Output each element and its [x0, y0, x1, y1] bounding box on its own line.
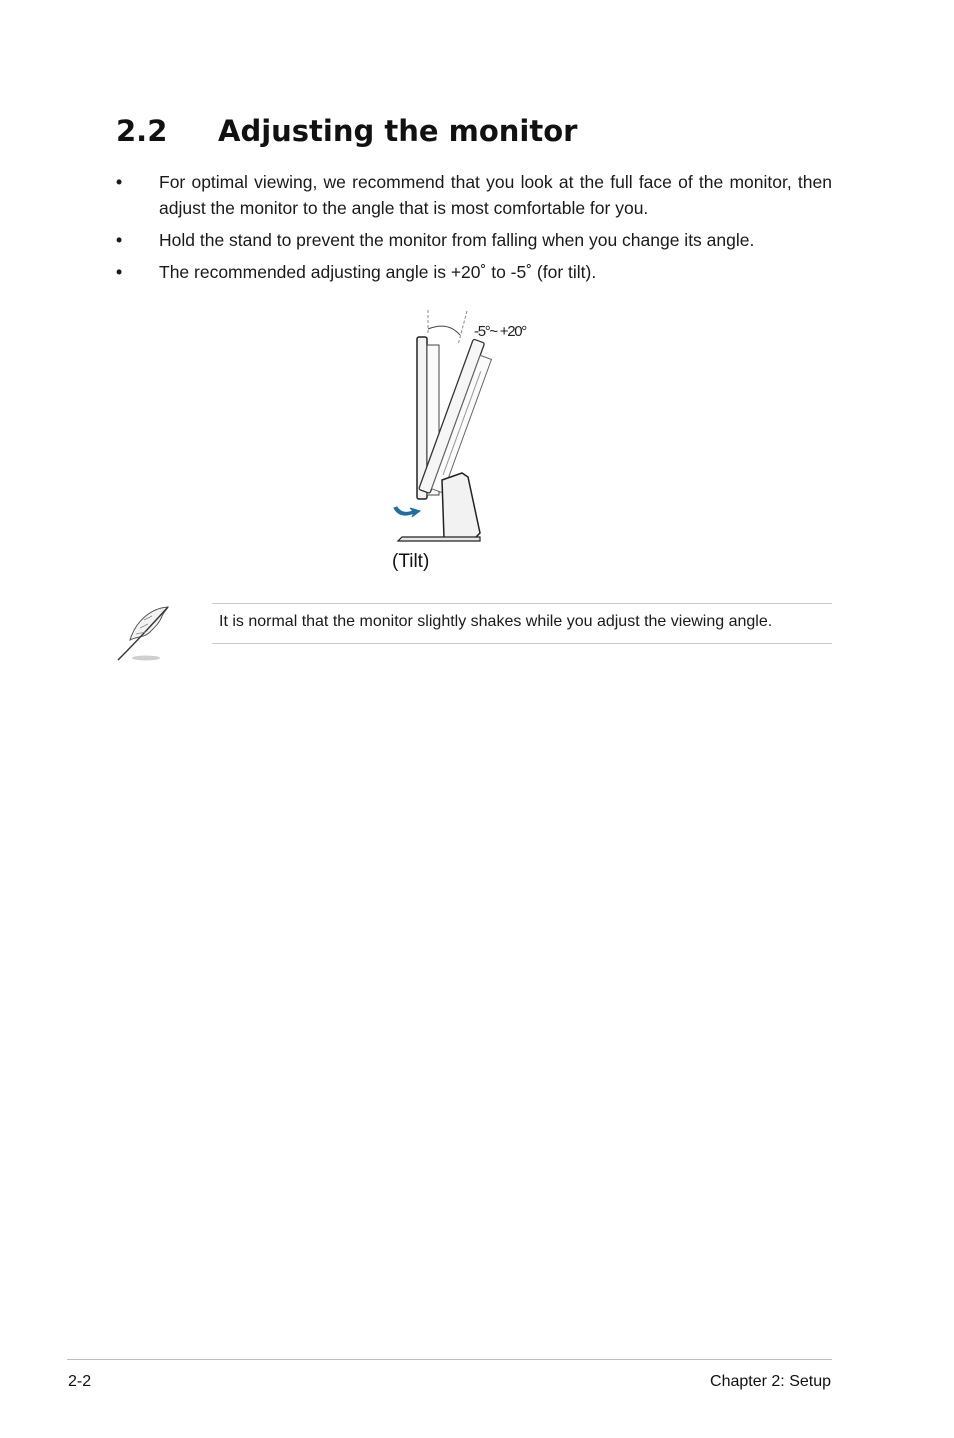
section-number: 2.2	[116, 114, 168, 148]
chapter-title: Chapter 2: Setup	[710, 1373, 831, 1390]
feather-icon	[112, 602, 174, 664]
bullet-list	[116, 169, 832, 291]
section-title: Adjusting the monitor	[218, 114, 578, 148]
bullet-icon: •	[116, 262, 123, 282]
monitor-tilt-illustration	[380, 305, 580, 550]
note-divider-bottom	[212, 643, 832, 644]
page-title	[116, 114, 836, 148]
list-item: • The recommended adjusting angle is +20˚ to -5˚ (for tilt).	[116, 259, 832, 285]
bullet-icon: •	[116, 230, 123, 250]
page-number: 2-2	[68, 1373, 92, 1390]
figure-caption: (Tilt)	[392, 551, 430, 572]
list-item: • Hold the stand to prevent the monitor from falling when you change its angle.	[116, 227, 832, 253]
bullet-icon: •	[116, 172, 123, 192]
tilt-angle-label: -5°~ +20°	[474, 323, 527, 340]
tilt-arrow-icon	[394, 507, 420, 517]
note-text: It is normal that the monitor slightly shakes while you adjust the viewing angle.	[219, 613, 773, 630]
note-divider-top	[212, 603, 832, 604]
footer-divider	[67, 1359, 832, 1360]
list-item: • For optimal viewing, we recommend that you look at the full face of the monitor, then adjust the monitor to the angle that is most comfortable for you.	[116, 169, 832, 221]
